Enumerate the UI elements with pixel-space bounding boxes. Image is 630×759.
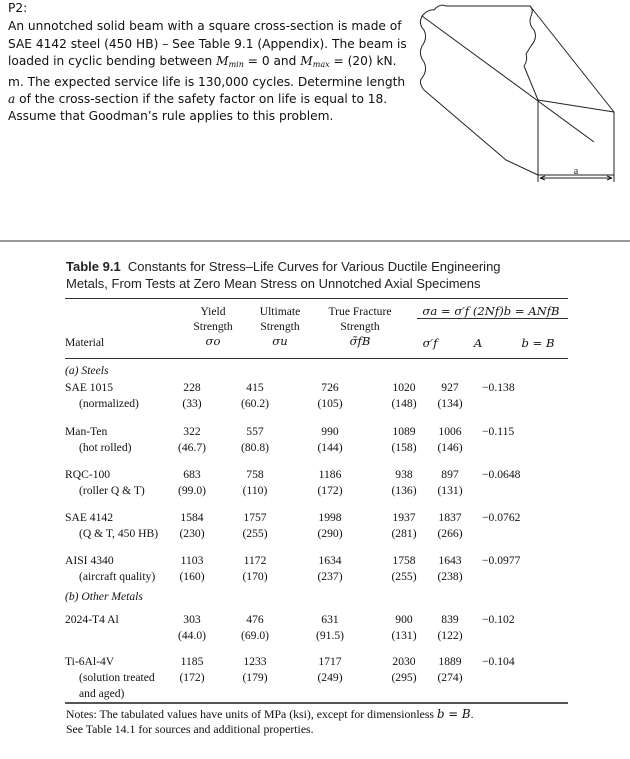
cell-ult-ksi: (69.0) <box>240 629 269 642</box>
problem-line: Assume that Goodman’s rule applies to this problem. <box>8 109 334 124</box>
header-A: A <box>473 336 483 350</box>
cell-ult-ksi: (60.2) <box>240 397 269 410</box>
table-top-rule <box>65 298 568 299</box>
cell-tf-ksi: (290) <box>317 527 343 540</box>
section-steels: (a) Steels <box>65 364 109 377</box>
cell-sf: 1089 <box>392 425 416 438</box>
cell-A: 1889 <box>438 655 462 668</box>
cell-yield: 1185 <box>180 655 204 668</box>
cell-ult: 1757 <box>243 511 267 524</box>
cell-sf: 2030 <box>392 655 416 668</box>
problem-line: m. The expected service life is 130,000 cycles. Determine length <box>8 74 406 89</box>
header-sf: σ′f <box>422 336 438 350</box>
material-name: RQC-100 <box>65 468 111 481</box>
cell-A: 927 <box>441 381 459 394</box>
cell-tf: 1717 <box>318 655 342 668</box>
table-label: Table 9.1 <box>66 259 121 274</box>
cell-yield: 228 <box>183 381 201 394</box>
cell-tf-ksi: (105) <box>317 397 343 410</box>
section-divider <box>0 240 630 242</box>
problem-statement <box>8 0 418 126</box>
table-title: Constants for Stress–Life Curves for Various Ductile Engineering <box>127 259 501 274</box>
cell-yield-ksi: (33) <box>182 397 202 410</box>
cell-tf-ksi: (249) <box>317 671 343 684</box>
cell-ult: 1172 <box>243 554 267 567</box>
cell-yield: 683 <box>183 468 201 481</box>
cell-yield-ksi: (172) <box>179 671 205 684</box>
header-ultimate: Ultimate Strength σu <box>259 305 301 348</box>
material-condition: (hot rolled) <box>79 441 132 454</box>
cell-ult-ksi: (255) <box>242 527 268 540</box>
header-equation: σa = σ′f (2Nf)b = ANfB <box>422 304 560 318</box>
header-material: Material <box>65 336 105 349</box>
cell-ult: 476 <box>246 613 264 626</box>
cell-ult-ksi: (170) <box>242 570 268 583</box>
cell-b: −0.0977 <box>482 554 521 567</box>
material-name: SAE 4142 <box>65 511 113 524</box>
cell-yield-ksi: (160) <box>179 570 205 583</box>
cell-b: −0.0648 <box>482 468 521 481</box>
cell-sf: 1937 <box>392 511 416 524</box>
section-other-metals: (b) Other Metals <box>65 590 143 603</box>
material-condition: (aircraft quality) <box>79 570 156 583</box>
cell-yield-ksi: (99.0) <box>177 484 206 497</box>
cell-sf-ksi: (281) <box>391 527 417 540</box>
cell-b: −0.102 <box>482 613 515 626</box>
cell-sf-ksi: (136) <box>391 484 417 497</box>
cell-A-ksi: (131) <box>437 484 463 497</box>
material-condition: (roller Q & T) <box>79 484 145 497</box>
material-condition: (normalized) <box>79 397 139 410</box>
cell-ult-ksi: (179) <box>242 671 268 684</box>
cell-A: 1006 <box>438 425 462 438</box>
cell-ult: 758 <box>246 468 264 481</box>
table-bottom-rule <box>65 702 568 704</box>
cell-sf-ksi: (131) <box>391 629 417 642</box>
problem-line: a of the cross-section if the safety factor on life is equal to 18. <box>8 92 388 107</box>
cell-ult: 557 <box>246 425 264 438</box>
material-condition: and aged) <box>79 687 125 700</box>
cell-tf-ksi: (144) <box>317 441 343 454</box>
cell-b: −0.0762 <box>482 511 521 524</box>
cell-sf: 938 <box>395 468 413 481</box>
cell-A-ksi: (238) <box>437 570 463 583</box>
problem-line: loaded in cyclic bending between $M_{min} = 0$ and $M_{max} = (20)$ kN. <box>8 54 397 70</box>
cell-A-ksi: (134) <box>437 397 463 410</box>
cell-sf: 1020 <box>392 381 416 394</box>
cell-ult: 415 <box>246 381 264 394</box>
cell-yield: 1103 <box>180 554 204 567</box>
m-max-symbol: $M_{max}$ <box>300 54 330 70</box>
cell-A: 1643 <box>438 554 462 567</box>
cell-sf-ksi: (295) <box>391 671 417 684</box>
cell-tf-ksi: (172) <box>317 484 343 497</box>
dimension-a-label: a <box>573 166 579 177</box>
cell-A-ksi: (266) <box>437 527 463 540</box>
cell-tf: 631 <box>321 613 339 626</box>
problem-line: SAE 4142 steel (450 HB) – See Table 9.1 (Appendix). The beam is <box>8 36 407 51</box>
cell-tf: 726 <box>321 381 339 394</box>
header-true-fracture: True Fracture Strength σ̃fB <box>328 305 392 348</box>
cell-tf: 1998 <box>318 511 342 524</box>
header-yield: Yield Strength σo <box>193 305 233 348</box>
cell-ult-ksi: (80.8) <box>240 441 269 454</box>
problem-line: An unnotched solid beam with a square cross-section is made of <box>8 19 402 34</box>
material-condition: (solution treated <box>79 671 155 684</box>
material-name: Ti-6Al-4V <box>65 655 115 668</box>
cell-sf-ksi: (255) <box>391 570 417 583</box>
cell-b: −0.138 <box>482 381 515 394</box>
m-min-symbol: $M_{min}$ <box>216 54 244 70</box>
material-name: AISI 4340 <box>65 554 114 567</box>
cell-tf-ksi: (237) <box>317 570 343 583</box>
cell-yield-ksi: (46.7) <box>177 441 206 454</box>
table-notes: Notes: The tabulated values have units of MPa (ksi), except for dimensionless b = B. See Table 14.1 for sources and additional properties. <box>66 707 474 736</box>
cell-A-ksi: (122) <box>437 629 463 642</box>
cell-yield: 303 <box>183 613 201 626</box>
material-name: Man-Ten <box>65 425 108 438</box>
cell-A: 1837 <box>438 511 462 524</box>
cell-b: −0.104 <box>482 655 515 668</box>
cell-yield-ksi: (44.0) <box>177 629 206 642</box>
cell-ult: 1233 <box>243 655 267 668</box>
material-condition: (Q & T, 450 HB) <box>79 527 159 540</box>
cell-yield: 1584 <box>180 511 204 524</box>
cell-tf-ksi: (91.5) <box>315 629 344 642</box>
cell-sf: 1758 <box>392 554 416 567</box>
cell-yield-ksi: (230) <box>179 527 205 540</box>
cell-yield: 322 <box>183 425 201 438</box>
cell-A-ksi: (274) <box>437 671 463 684</box>
cell-tf: 1186 <box>318 468 342 481</box>
cell-sf-ksi: (158) <box>391 441 417 454</box>
material-name: 2024-T4 Al <box>65 613 119 626</box>
problem-number: P2: <box>8 1 28 15</box>
table-title-line2: Metals, From Tests at Zero Mean Stress on Unnotched Axial Specimens <box>66 276 481 291</box>
cell-tf: 990 <box>321 425 339 438</box>
cell-A: 897 <box>441 468 459 481</box>
cell-sf: 900 <box>395 613 413 626</box>
cell-A: 839 <box>441 613 459 626</box>
cell-ult-ksi: (110) <box>242 484 268 497</box>
cell-sf-ksi: (148) <box>391 397 417 410</box>
beam-figure <box>418 0 630 185</box>
cell-b: −0.115 <box>482 425 515 438</box>
cell-tf: 1634 <box>318 554 342 567</box>
table-caption <box>66 258 586 292</box>
material-name: SAE 1015 <box>65 381 113 394</box>
header-b: b = B <box>521 336 555 350</box>
cell-A-ksi: (146) <box>437 441 463 454</box>
